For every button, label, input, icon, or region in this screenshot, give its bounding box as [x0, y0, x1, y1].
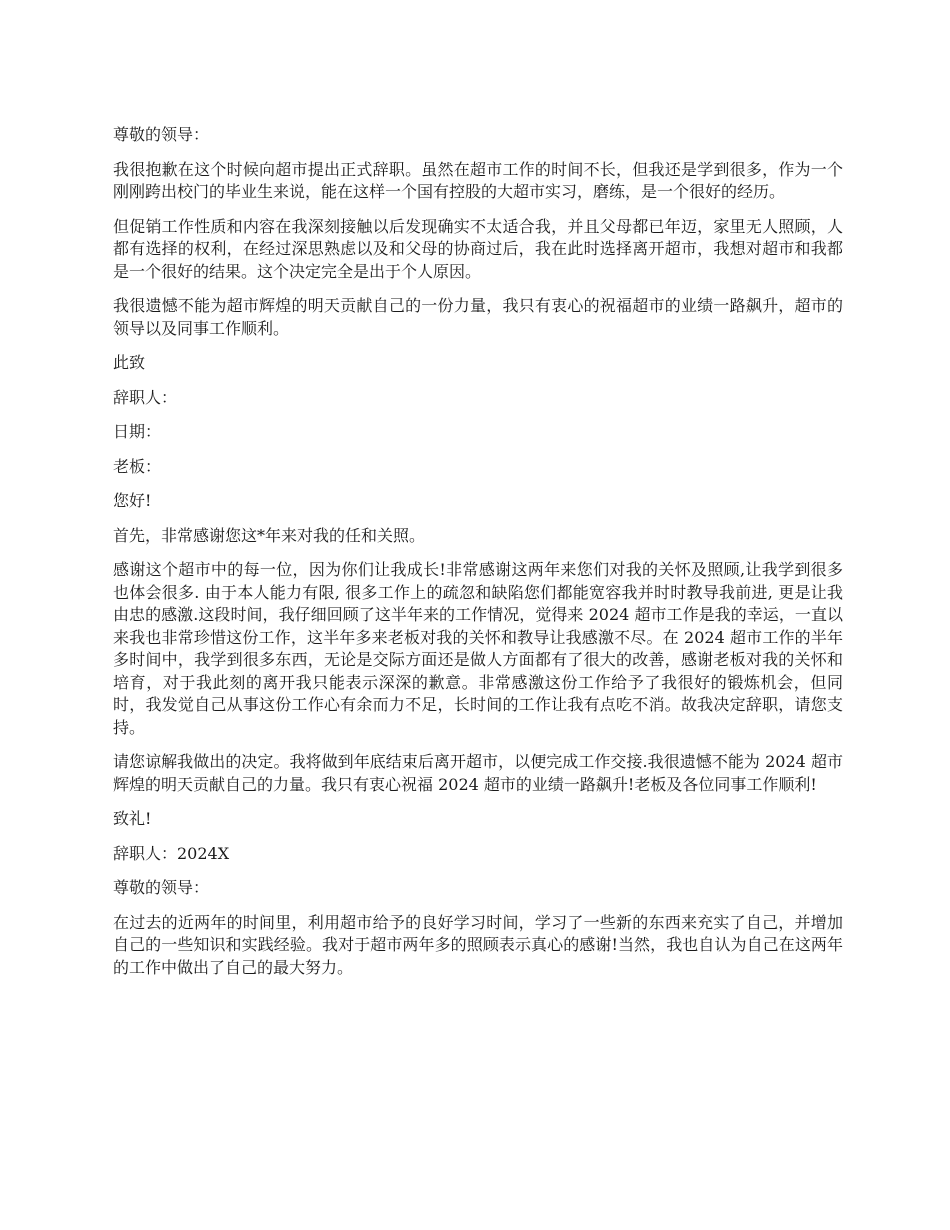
paragraph: 我很抱歉在这个时候向超市提出正式辞职。虽然在超市工作的时间不长，但我还是学到很多，作为一个刚刚跨出校门的毕业生来说，能在这样一个国有控股的大超市实习，磨练，是一个很好的经历。 — [113, 159, 843, 201]
signature-line: 辞职人： — [113, 387, 178, 407]
closing: 致礼! — [113, 809, 152, 828]
salutation: 尊敬的领导： — [113, 878, 210, 897]
paragraph: 但促销工作性质和内容在我深刻接触以后发现确实不太适合我，并且父母都已年迈，家里无人照顾，人都有选择的权利，在经过深思熟虑以及和父母的协商过后，我在此时选择离开超市，我想对超市和我都是一个很好的结果。这个决定完全是出于个人原因。 — [113, 216, 843, 281]
paragraph: 感谢这个超市中的每一位，因为你们让我成长!非常感谢这两年来您们对我的关怀及照顾,让我学到很多也体会很多. 由于本人能力有限, 很多工作上的疏忽和缺陷您们都能宽容我并时时教导我前进, 更是让我由忠的感激.这段时间，我仔细回顾了这半年来的工作情况，觉得来 2024 超市工作是我的幸运，一直以来我也非常珍惜这份工作，这半年多来老板对我的关怀和教导让我感激不尽。在 2024 超市工作的半年多时间中，我学到很多东西，无论是交际方面还是做人方面都有了很大的改善，感谢老板对我的关怀和培育，对于我此刻的离开我只能表示深深的歉意。非常感激这份工作给予了我很好的锻炼机会，但同时，我发觉自己从事这份工作心有余而力不足，长时间的工作让我有点吃不消。故我决定辞职，请您支持。 — [113, 560, 843, 737]
paragraph: 在过去的近两年的时间里，利用超市给予的良好学习时间，学习了一些新的东西来充实了自己，并增加自己的一些知识和实践经验。我对于超市两年多的照顾表示真心的感谢!当然，我也自认为自己在这两年的工作中做出了自己的最大努力。 — [113, 912, 843, 977]
salutation: 老板： — [113, 456, 162, 476]
closing: 此致 — [113, 353, 146, 372]
paragraph: 请您谅解我做出的决定。我将做到年底结束后离开超市，以便完成工作交接.我很遗憾不能为 2024 超市辉煌的明天贡献自己的力量。我只有衷心祝福 2024 超市的业绩一路飙升!老板及各位同事工作顺利! — [113, 752, 843, 794]
signature-line: 辞职人：2024X — [113, 843, 230, 863]
paragraph: 首先，非常感谢您这*年来对我的任和关照。 — [113, 525, 426, 545]
salutation: 尊敬的领导： — [113, 125, 210, 144]
document-body — [113, 124, 843, 991]
date-line: 日期： — [113, 422, 162, 441]
greeting: 您好! — [113, 491, 152, 510]
paragraph: 我很遗憾不能为超市辉煌的明天贡献自己的一份力量，我只有衷心的祝福超市的业绩一路飙升，超市的领导以及同事工作顺利。 — [113, 296, 843, 338]
